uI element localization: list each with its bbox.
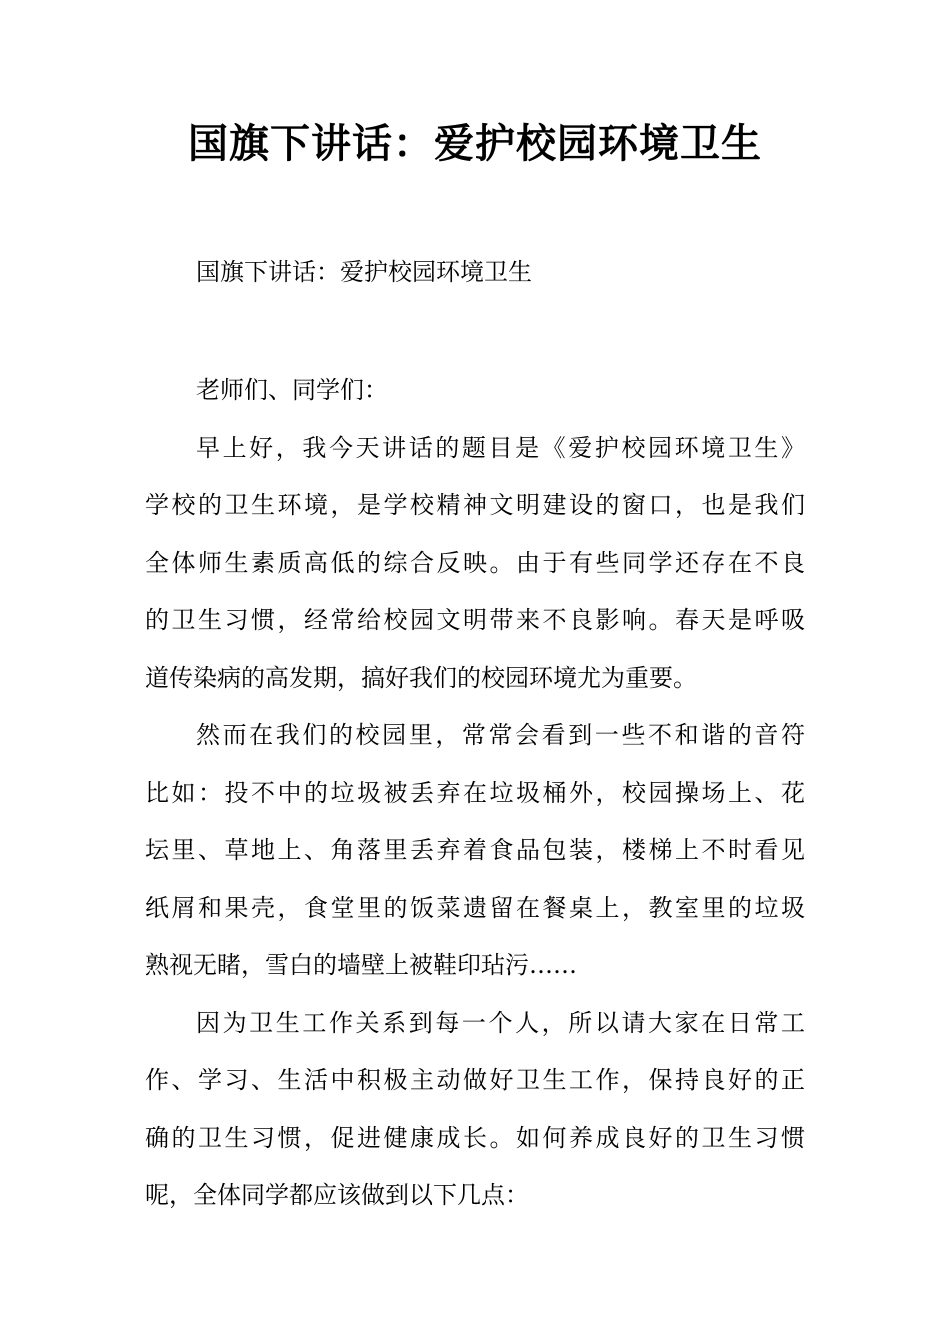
paragraph-2-line-2: 比如：投不中的垃圾被丢弃在垃圾桶外，校园操场上、花 bbox=[145, 778, 805, 807]
salutation-line: 老师们、同学们： bbox=[196, 376, 388, 404]
paragraph-1-line-4: 的卫生习惯，经常给校园文明带来不良影响。春天是呼吸 bbox=[145, 606, 805, 634]
paragraph-1-line-3: 全体师生素质高低的综合反映。由于有些同学还存在不良 bbox=[145, 548, 805, 577]
paragraph-2-line-5: 熟视无睹，雪白的墙壁上被鞋印玷污…… bbox=[145, 951, 577, 979]
paragraph-1-line-1: 早上好，我今天讲话的题目是《爱护校园环境卫生》 bbox=[196, 433, 805, 462]
paragraph-2-line-3: 坛里、草地上、角落里丢弃着食品包装，楼梯上不时看见 bbox=[145, 836, 805, 864]
paragraph-3-line-2: 作、学习、生活中积极主动做好卫生工作，保持良好的正 bbox=[145, 1066, 805, 1094]
paragraph-1-line-5: 道传染病的高发期，搞好我们的校园环境尤为重要。 bbox=[145, 663, 697, 692]
paragraph-3-line-1: 因为卫生工作关系到每一个人，所以请大家在日常工 bbox=[196, 1008, 805, 1037]
paragraph-2-line-4: 纸屑和果壳，食堂里的饭菜遗留在餐桌上，教室里的垃圾 bbox=[145, 893, 805, 922]
document-title: 国旗下讲话：爱护校园环境卫生 bbox=[188, 120, 762, 167]
paragraph-1-line-2: 学校的卫生环境，是学校精神文明建设的窗口，也是我们 bbox=[145, 491, 805, 519]
document-body bbox=[145, 362, 805, 1225]
paragraph-3-line-4: 呢，全体同学都应该做到以下几点： bbox=[145, 1181, 529, 1209]
document-subtitle: 国旗下讲话：爱护校园环境卫生 bbox=[196, 258, 532, 286]
paragraph-2-line-1: 然而在我们的校园里，常常会看到一些不和谐的音符 bbox=[196, 721, 805, 749]
paragraph-3-line-3: 确的卫生习惯，促进健康成长。如何养成良好的卫生习惯 bbox=[145, 1123, 805, 1152]
